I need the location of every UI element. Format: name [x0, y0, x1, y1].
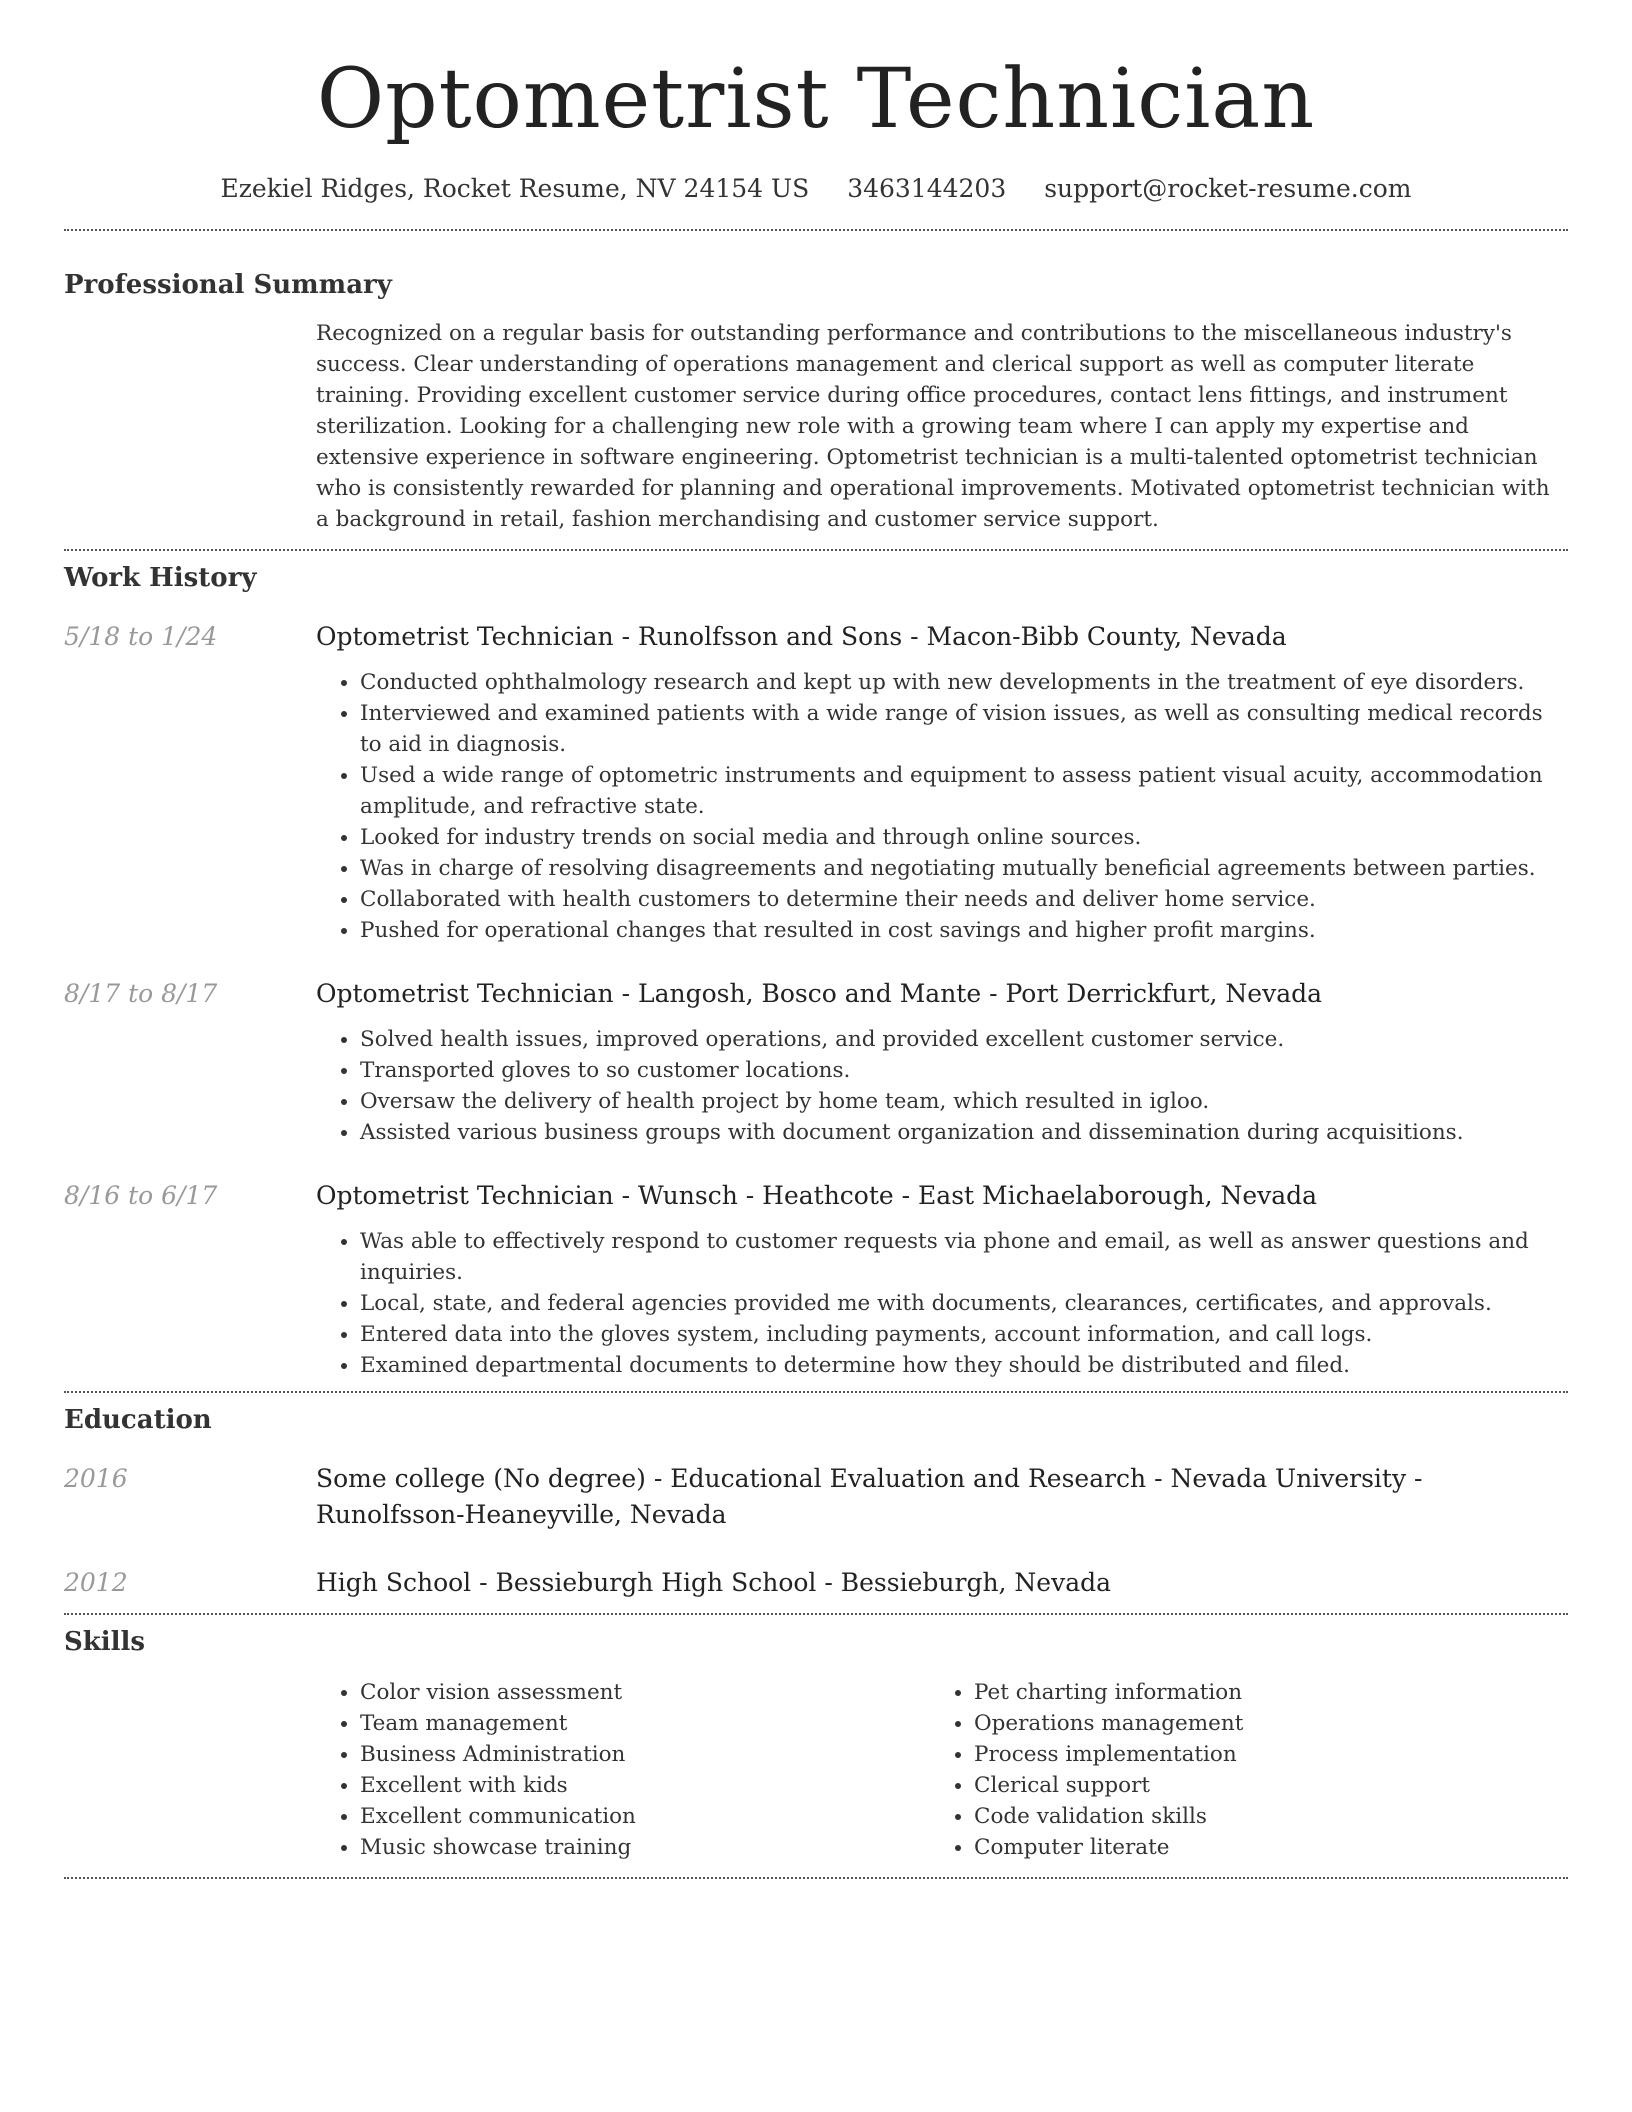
skill-item: • Clerical support — [974, 1770, 1243, 1801]
job-bullets — [316, 667, 1568, 946]
job-employer: - Runolfsson and Sons - Macon-Bibb County, Nevada — [613, 622, 1287, 651]
list-item: • Local, state, and federal agencies provided me with documents, clearances, certificates, and approvals. — [360, 1288, 1568, 1319]
skills-list-left — [316, 1677, 930, 1863]
job-title — [316, 1178, 1568, 1214]
education-body — [316, 1565, 1568, 1601]
list-item: • Pushed for operational changes that resulted in cost savings and higher profit margins. — [360, 915, 1568, 946]
education-school: - Nevada University - Runolfsson-Heaneyville, Nevada — [316, 1464, 1423, 1529]
skill-item: • Computer literate — [974, 1832, 1243, 1863]
section-divider — [64, 549, 1568, 551]
job-body — [316, 976, 1568, 1148]
education-year: 2012 — [64, 1568, 128, 1597]
job-entry — [64, 976, 1568, 1148]
job-title — [316, 619, 1568, 655]
section-divider — [64, 1391, 1568, 1393]
job-entry — [64, 1178, 1568, 1381]
skill-item: • Team management — [360, 1708, 930, 1739]
list-item: • Solved health issues, improved operations, and provided excellent customer service. — [360, 1024, 1568, 1055]
list-item: • Collaborated with health customers to determine their needs and deliver home service. — [360, 884, 1568, 915]
list-item: • Examined departmental documents to determine how they should be distributed and filed. — [360, 1350, 1568, 1381]
skill-item: • Business Administration — [360, 1739, 930, 1770]
job-dates: 8/17 to 8/17 — [64, 979, 218, 1008]
work-history-section — [64, 561, 1568, 1381]
skill-item: • Excellent communication — [360, 1801, 930, 1832]
skills-heading: Skills — [64, 1627, 146, 1657]
list-item: • Used a wide range of optometric instruments and equipment to assess patient visual acuity, accommodation amplitude, and refractive state. — [360, 760, 1568, 822]
job-entry — [64, 619, 1568, 946]
education-year: 2016 — [64, 1464, 128, 1493]
section-divider — [64, 229, 1568, 231]
job-dates: 5/18 to 1/24 — [64, 622, 218, 651]
job-role: Optometrist Technician — [316, 979, 614, 1008]
contact-email: support@rocket-resume.com — [1044, 174, 1412, 203]
skills-columns — [316, 1677, 1568, 1863]
job-role: Optometrist Technician — [316, 622, 614, 651]
skill-item: • Music showcase training — [360, 1832, 930, 1863]
skill-item: • Color vision assessment — [360, 1677, 930, 1708]
list-item: • Conducted ophthalmology research and kept up with new developments in the treatment of eye disorders. — [360, 667, 1568, 698]
summary-heading: Professional Summary — [64, 270, 392, 300]
education-section — [64, 1403, 1568, 1601]
job-employer: - Wunsch - Heathcote - East Michaelaborough, Nevada — [613, 1181, 1318, 1210]
contact-line — [64, 172, 1568, 206]
education-title — [316, 1461, 1568, 1533]
job-employer: - Langosh, Bosco and Mante - Port Derrickfurt, Nevada — [613, 979, 1323, 1008]
job-bullets — [316, 1226, 1568, 1381]
job-title — [316, 976, 1568, 1012]
resume-header — [64, 0, 1568, 206]
section-divider — [64, 1877, 1568, 1879]
skill-item: • Pet charting information — [974, 1677, 1243, 1708]
education-degree: High School — [316, 1568, 472, 1597]
skill-item: • Process implementation — [974, 1739, 1243, 1770]
education-degree: Some college (No degree) - Educational Evaluation and Research — [316, 1464, 1147, 1493]
candidate-name: Optometrist Technician — [316, 52, 1316, 147]
skill-item: • Excellent with kids — [360, 1770, 930, 1801]
job-dates: 8/16 to 6/17 — [64, 1181, 218, 1210]
education-entry — [64, 1461, 1568, 1533]
education-title — [316, 1565, 1568, 1601]
skills-list-right — [930, 1677, 1243, 1863]
contact-address: Ezekiel Ridges, Rocket Resume, NV 24154 US — [220, 174, 810, 203]
work-history-heading: Work History — [64, 563, 257, 593]
list-item: • Was in charge of resolving disagreements and negotiating mutually beneficial agreements between parties. — [360, 853, 1568, 884]
job-role: Optometrist Technician — [316, 1181, 614, 1210]
summary-section — [64, 268, 1568, 535]
list-item: • Oversaw the delivery of health project by home team, which resulted in igloo. — [360, 1086, 1568, 1117]
list-item: • Was able to effectively respond to customer requests via phone and email, as well as answer questions and inquiries. — [360, 1226, 1568, 1288]
list-item: • Transported gloves to so customer locations. — [360, 1055, 1568, 1086]
education-body — [316, 1461, 1568, 1533]
summary-text: Recognized on a regular basis for outstanding performance and contributions to the miscellaneous industry's success. Clear understanding of operations management and clerical support as well as computer literate training. Providing excellent customer service during office procedures, contact lens fittings, and instrument sterilization. Looking for a challenging new role with a growing team where I can apply my expertise and extensive experience in software engineering. Optometrist technician is a multi-talented optometrist technician who is consistently rewarded for planning and operational improvements. Motivated optometrist technician with a background in retail, fashion merchandising and customer service support. — [316, 321, 1550, 532]
job-body — [316, 619, 1568, 946]
education-heading: Education — [64, 1405, 212, 1435]
list-item: • Interviewed and examined patients with a wide range of vision issues, as well as consulting medical records to aid in diagnosis. — [360, 698, 1568, 760]
skill-item: • Operations management — [974, 1708, 1243, 1739]
skill-item: • Code validation skills — [974, 1801, 1243, 1832]
section-divider — [64, 1613, 1568, 1615]
list-item: • Assisted various business groups with document organization and dissemination during acquisitions. — [360, 1117, 1568, 1148]
contact-phone: 3463144203 — [847, 174, 1007, 203]
list-item: • Entered data into the gloves system, including payments, account information, and call logs. — [360, 1319, 1568, 1350]
job-bullets — [316, 1024, 1568, 1148]
job-body — [316, 1178, 1568, 1381]
list-item: • Looked for industry trends on social media and through online sources. — [360, 822, 1568, 853]
skills-section — [64, 1625, 1568, 1863]
education-entry — [64, 1565, 1568, 1601]
education-school: - Bessieburgh High School - Bessieburgh, Nevada — [471, 1568, 1112, 1597]
